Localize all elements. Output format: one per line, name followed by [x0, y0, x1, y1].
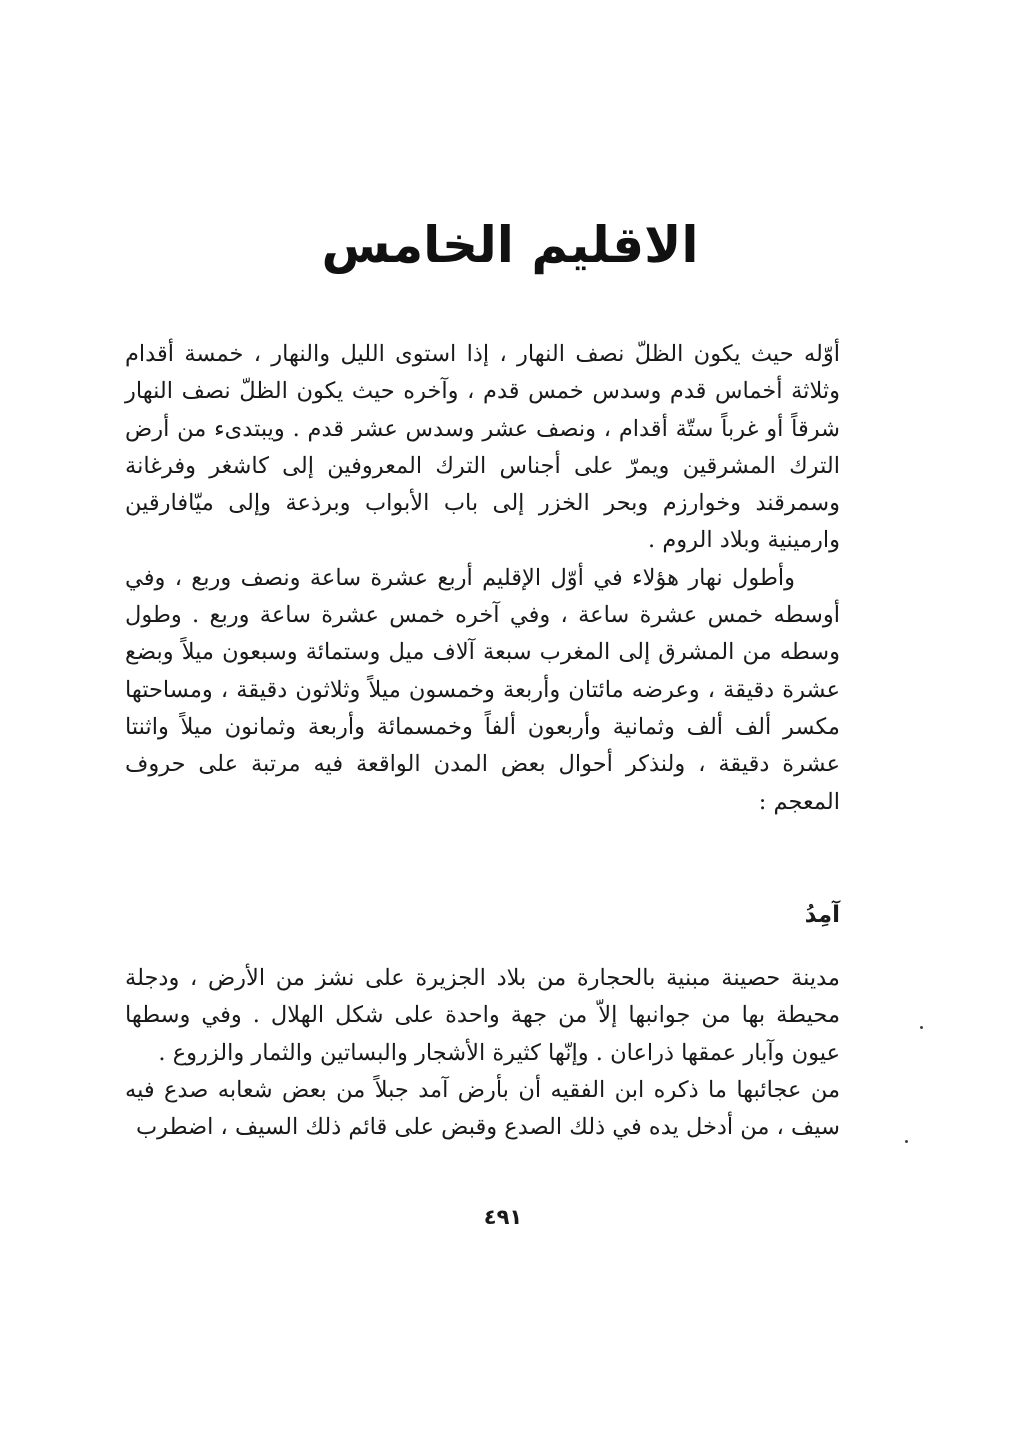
margin-speck: [905, 1140, 908, 1143]
chapter-title: الاقليم الخامس: [321, 216, 699, 274]
entry-heading: آمِدُ: [804, 902, 840, 928]
paragraph-city-description: مدينة حصينة مبنية بالحجارة من بلاد الجزيرة على نشز من الأرض ، ودجلة محيطة بها من جوانبها إلاّ من جهة واحدة على شكل الهلال . وفي وسطها عيون وآبار عمقها ذراعان . وإنّها كثيرة الأشجار والبساتين والثمار والزروع .: [125, 965, 840, 1066]
paragraph-city-wonders: من عجائبها ما ذكره ابن الفقيه أن بأرض آمد جبلاً من بعض شعابه صدع فيه سيف ، من أدخل يده في ذلك الصدع وقبض على قائم ذلك السيف ، اضطرب: [125, 1076, 840, 1141]
paragraph-day-length-and-area: وأطول نهار هؤلاء في أوّل الإقليم أربع عشرة ساعة ونصف وربع ، وفي أوسطه خمس عشرة ساعة ، وفي آخره خمس عشرة ساعة وربع . وطول وسطه من المشرق إلى المغرب سبعة آلاف ميل وستمائة وسبعون ميلاً وبضع عشرة دقيقة ، وعرضه مائتان وأربعة وخمسون ميلاً وثلاثون دقيقة ، ومساحتها مكسر ألف ألف وثمانية وأربعون ألفاً وخمسمائة وأربعة وثمانون ميلاً واثنتا عشرة دقيقة ، ولنذكر أحوال بعض المدن الواقعة فيه مرتبة على حروف المعجم :: [125, 564, 840, 815]
page-number: ٤٩١: [483, 1205, 523, 1229]
margin-speck: [920, 1026, 923, 1029]
entry-section: [125, 960, 840, 1146]
intro-section: [125, 336, 840, 821]
paragraph-boundaries: أوّله حيث يكون الظلّ نصف النهار ، إذا استوى الليل والنهار ، خمسة أقدام وثلاثة أخماس قدم وسدس خمس قدم ، وآخره حيث يكون الظلّ نصف النهار شرقاً أو غرباً ستّة أقدام ، ونصف عشر وسدس عشر قدم . ويبتدىء من أرض الترك المشرقين ويمرّ على أجناس الترك المعروفين إلى كاشغر وفرغانة وسمرقند وخوارزم وبحر الخزر إلى باب الأبواب وبرذعة وإلى ميّافارقين وارمينية وبلاد الروم .: [125, 341, 840, 554]
